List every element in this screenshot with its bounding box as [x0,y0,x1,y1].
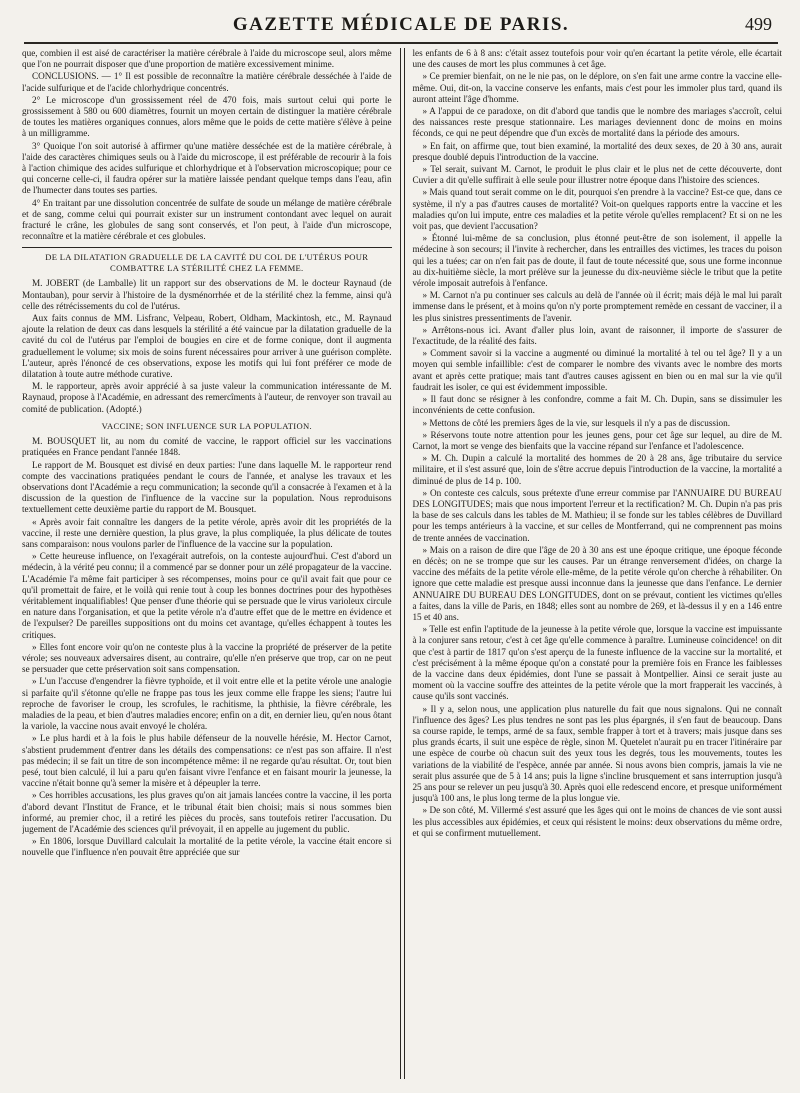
paragraph: 3° Quoique l'on soit autorisé à affirmer qu'une matière desséchée est de la matière cérébrale, à l'aide des caractères chimiques seuls ou à l'aide du microscope, il est préférable de recourir à la fois à l'action chimique des acides sulfurique et chlorhydrique et à l'observation microscopique; pour ce qui concerne celle-ci, il faudra opérer sur la matière laissée pendant quelque temps dans l'eau, afin de l'humecter dans toutes ses parties. [22,140,392,196]
paragraph: » Mais on a raison de dire que l'âge de 20 à 30 ans est une époque critique, une époque féconde en décès; on ne se trompe que sur les causes. Par un étrange renversement d'idées, on charge la vaccine des méfaits de la petite vérole elle-même, de la petite vérole qu'on cherche à réhabiliter. On ignore que cette maladie est presque aussi inconnue dans la jeunesse que dans l'enfance. Le dernier ANNUAIRE DU BUREAU DES LONGITUDES, dont on se prévaut, contient les victimes qu'elles a faites, dans la ville de Paris, en 1848; elles sont au nombre de 269, et là-dessus il y en a 146 entre 15 et 40 ans. [412,544,782,622]
paragraph: » Le plus hardi et à la fois le plus habile défenseur de la nouvelle hérésie, M. Hector Carnot, s'abstient prudemment d'entrer dans les détails des compensations: ce n'est pas son affaire. Il n'est pas médecin; il se fait un titre de son incompétence même: il ne regarde qu'au résultat. Or, tout bien pesé, tout bien calculé, il lui a paru qu'en faisant vivre l'enfance et en faisant mourir la jeunesse, la vaccine n'était bonne qu'à semer la misère et à dépeupler la terre. [22,733,392,789]
section-heading-vaccine: VACCINE; SON INFLUENCE SUR LA POPULATION. [101,420,312,431]
article-columns [22,48,782,1079]
paragraph: M. JOBERT (de Lamballe) lit un rapport sur des observations de M. le docteur Raynaud (de Montauban), pour servir à l'histoire de la dysménorrhée et de la stérilité chez la femme, ainsi qu'à celle des rétrécissements du col de l'utérus. [22,278,392,311]
paragraph: » L'un l'accuse d'engendrer la fièvre typhoïde, et il voit entre elle et la petite vérole une analogie si parfaite qu'il s'étonne qu'elle ne frappe pas tous les jeux comme elle frappe les siens; l'autre lui reproche de favoriser le croup, les scrofules, le rachitisme, la phthisie, la fièvre cérébrale, les maladies de la peau, et bien d'autres maladies encore; enfin on a dit, en dernier lieu, qu'en nous ôtant la variole, la vaccine nous avait envoyé le choléra. [22,676,392,732]
paragraph: » A l'appui de ce paradoxe, on dit d'abord que tandis que le nombre des mariages s'accroît, celui des naissances reste presque stationnaire. Les mariages deviennent donc de moins en moins féconds, ce qui ne peut dépendre que d'un excès de mortalité dans la période des amours. [412,106,782,139]
paragraph: » Mettons de côté les premiers âges de la vie, sur lesquels il n'y a pas de discussion. [422,417,731,428]
left-column [22,48,392,1079]
paragraph: » On conteste ces calculs, sous prétexte d'une erreur commise par l'ANNUAIRE DU BUREAU DES LONGITUDES; mais que nous importent l'erreur et la rectification? M. Ch. Dupin n'a pas pris la base de ses calculs dans les tables de M. Mathieu; il se fonde sur les tables célèbres de Duvillard pour les temps antérieurs à la vaccine, et sur celles de Montferrand, qui ne comprennent pas moins de trente années de vaccination. [412,487,782,543]
paragraph: 2° Le microscope d'un grossissement réel de 470 fois, mais surtout celui qui porte le grossissement à 580 ou 600 diamètres, fournit un moyen certain de distinguer la matière cérébrale de toutes les matières organiques connues, alors même que le poids de cette matière s'élève à peine à un milligramme. [22,94,392,139]
paragraph: Le rapport de M. Bousquet est divisé en deux parties: l'une dans laquelle M. le rapporteur rend compte des vaccinations pratiquées pendant le cours de l'année, et analyse les travaux et les observations dont l'Académie a reçu communication; la seconde qu'il a consacrée à l'examen et à la discussion de la question de l'influence de la vaccine sur la population. Nous reproduisons textuellement cette deuxième partie du rapport de M. Bousquet. [22,459,392,515]
paragraph: » Mais quand tout serait comme on le dit, pourquoi s'en prendre à la vaccine? Est-ce que, dans ce système, il n'y a pas d'autres causes de mortalité? Voit-on quelques rapports entre la vaccine et les maladies qu'on lui impute, entre ces maladies et la petite vérole qu'elles remplacent? Et si on ne les voit pas, que devient l'accusation? [412,187,782,232]
column-divider [400,48,406,1079]
paragraph: M. le rapporteur, après avoir apprécié à sa juste valeur la communication intéressante de M. Raynaud, propose à l'Académie, en adressant des remercîments à l'auteur, de renvoyer son travail au comité de publication. (Adopté.) [22,381,392,414]
paragraph: » Telle est enfin l'aptitude de la jeunesse à la petite vérole que, lorsque la vaccine est impuissante à la conjurer sans retour, c'est à cet âge qu'elle commence à paraître. Lumineuse coïncidence! on dit que c'est à partir de 1817 qu'on s'est aperçu de la funeste influence de la vaccine sur la mortalité, et c'est précisément à la même époque qu'on a constaté pour la première fois en France les faiblesses de la vaccine dans deux épidémies, dont l'une se passait à Montpellier. Ainsi ce serait juste au moment où la vaccine souffre des atteintes de la petite vérole que la mort frapperait les vaccinés, à cause qu'ils sont vaccinés. [412,624,782,702]
paragraph: « Après avoir fait connaître les dangers de la petite vérole, après avoir dit les propriétés de la vaccine, il reste une dernière question, la plus grave, la plus compliquée, la plus délicate de toutes sans comparaison: nous voulons parler de l'influence de la vaccine sur la population. [22,516,392,549]
paragraph: M. BOUSQUET lit, au nom du comité de vaccine, le rapport officiel sur les vaccinations pratiquées en France pendant l'année 1848. [22,436,392,458]
paragraph: 4° En traitant par une dissolution concentrée de sulfate de soude un mélange de matière cérébrale et de sang, comme celui qui pourrait exister sur un instrument contondant avec lequel on aurait fracturé le crâne, les globules de sang sont conservés, et l'on peut, à l'aide d'un microscope, reconnaître et la matière cérébrale et ces globules. [22,197,392,242]
paragraph: » M. Carnot n'a pu continuer ses calculs au delà de l'année où il écrit; mais déjà le mal lui paraît immense dans le présent, et à moins qu'on n'y porte promptement remède en cessant de vacciner, il a les plus sinistres pressentiments de l'avenir. [412,290,782,323]
paragraph: » En 1806, lorsque Duvillard calculait la mortalité de la petite vérole, la vaccine était encore si nouvelle que l'influence n'en pouvait être appréciée que sur [22,836,392,858]
paragraph: » Cette heureuse influence, on l'exagérait autrefois, on la conteste aujourd'hui. C'est d'abord un médecin, à la vérité peu connu; il a commencé par se donner pour un zélé propagateur de la vaccine. L'Académie l'a même fait participer à ses récompenses, moins pour ce qu'il avait fait que pour ce qu'il promettait de faire, et le voilà qui renie tout à coup les bonnes doctrines pour des hypothèses véritablement inqualifiables! Que penser d'une théorie qui se persuade que le virus varioleux circule en nature dans l'organisation, et que la petite vérole n'a d'autre effet que de le mettre en évidence et de l'expulser? De pareilles suppositions ont du moins cet avantage, qu'elles échappent à toutes les critiques. [22,551,392,640]
right-column [412,48,782,1079]
paragraph: » Ces horribles accusations, les plus graves qu'on ait jamais lancées contre la vaccine, il les porta d'abord devant l'Institut de France, et le tribunal était bien choisi; mais si nous sommes bien informé, au premier choc, il a retiré les pièces du procès, sans toutefois retirer l'accusation. Du jugement de l'Académie des sciences qu'il prévoyait, il en appelle au jugement du public. [22,790,392,834]
paragraph: » Elles font encore voir qu'on ne conteste plus à la vaccine la propriété de préserver de la petite vérole; ses nouveaux adversaires disent, au contraire, qu'elle n'en préserve que trop, car on ne peut se persuader que cette préservation soit sans compensation. [22,641,392,675]
paragraph: Aux faits connus de MM. Lisfranc, Velpeau, Robert, Oldham, Mackintosh, etc., M. Raynaud ajoute la relation de deux cas dans lesquels la stérilité a été vaincue par la dilatation graduelle de la cavité du col de l'utérus par l'emploi de bougies en cire et de forme conique, dont il augmenta graduellement le volume; six mois de soins furent nécessaires pour arriver à une guérison complète. L'auteur, après l'énoncé de ces observations, expose les motifs qui lui font préférer ce mode de dilatation à toute autre méthode curative. [22,313,392,380]
paragraph: que, combien il est aisé de caractériser la matière cérébrale à l'aide du microscope seul, alors même que l'on ne pourrait disposer que d'une proportion de matière excessivement minime. [22,48,392,70]
section-heading-dilatation: DE LA DILATATION GRADUELLE DE LA CAVITÉ DU COL DE L'UTÉRUS POUR COMBATTRE LA STÉRILITÉ CHEZ LA FEMME. [22,247,392,273]
paragraph: » En fait, on affirme que, tout bien examiné, la mortalité des deux sexes, de 20 à 30 ans, aurait presque doublé depuis l'introduction de la vaccine. [412,140,782,162]
paragraph: » Étonné lui-même de sa conclusion, plus étonné peut-être de son isolement, il appelle la médecine à son secours; il l'invite à rechercher, dans les entrailles des victimes, les traces du poison qui les a tuées; car on n'en fait pas de doute, il faut de toute nécessité que, sous une forme inconnue au dix-huitième siècle, la mort prélève sur la jeunesse du dix-neuvième siècle le tribut que la petite vérole imposait autrefois à l'enfance. [412,233,782,289]
journal-title: GAZETTE MÉDICALE DE PARIS. [232,14,570,35]
paragraph: » Il faut donc se résigner à les confondre, comme a fait M. Ch. Dupin, sans se dissimuler les inconvénients de cette confusion. [412,394,782,416]
paragraph: » M. Ch. Dupin a calculé la mortalité des hommes de 20 à 28 ans, âge tributaire du service militaire, et il s'est assuré que, loin de s'être accrue depuis l'introduction de la vaccine, la mortalité a diminué de plus de 14 p. 100. [412,453,782,486]
masthead [24,0,778,44]
paragraph: » De son côté, M. Villermé s'est assuré que les âges qui ont le moins de chances de vie sont aussi les plus accessibles aux épidémies, et ceux qui résistent le moins: deux observations du même ordre, et qui se confirment mutuellement. [412,805,782,838]
paragraph: » Il y a, selon nous, une application plus naturelle du fait que nous signalons. Qui ne connaît l'influence des âges? Les plus tendres ne sont pas les plus épargnés, il s'en faut de beaucoup. Dans sa course rapide, le temps, armé de sa faux, semble frapper à tort et à travers; mais jusque dans ses plus grands écarts, il suit une espèce de règle, sinon M. Quetelet n'aurait pu en tracer l'itinéraire par une espèce de courbe où chacun suit des yeux tous les degrés, tous les mouvements, toutes les variations de la viabilité de l'espèce, année par année. Si nous avons bien compris, jamais la vie ne serait plus assurée que de 5 à 14 ans; puis la ligne s'incline brusquement et sans interruption jusqu'à 25 ans pour se relever un peu jusqu'à 30. Après quoi elle redescend encore, et presque uniformément jusqu'à 100 ans, le plus long terme de la plus longue vie. [412,703,782,804]
paragraph: CONCLUSIONS. — 1° Il est possible de reconnaître la matière cérébrale desséchée à l'aide de l'acide sulfurique et de l'acide chlorhydrique concentrés. [22,71,392,93]
page-number: 499 [745,14,772,34]
paragraph: » Ce premier bienfait, on ne le nie pas, on le déplore, on s'en fait une arme contre la vaccine elle-même. Oui, dit-on, la vaccine conserve les enfants, mais c'est pour les immoler plus tard, quand ils auront atteint l'âge d'homme. [412,71,782,104]
paragraph: » Réservons toute notre attention pour les jeunes gens, pour cet âge sur lequel, au dire de M. Carnot, la mort se venge des bienfaits que la vaccine répand sur l'enfance et l'adolescence. [412,429,782,451]
paragraph: » Tel serait, suivant M. Carnot, le produit le plus clair et le plus net de cette découverte, dont Cuvier a dit qu'elle suffirait à elle seule pour illustrer notre époque dans l'histoire des sciences. [412,164,782,186]
paragraph: » Comment savoir si la vaccine a augmenté ou diminué la mortalité à tel ou tel âge? Il y a un moyen qui semble infaillible: c'est de comparer le nombre des vivants avec le nombre des morts avant et après cette pratique; mais tant d'autres causes agissent en bien ou en mal sur la vie qu'il faudrait les isoler, ce qui est évidemment impossible. [412,348,782,392]
paragraph: » Arrêtons-nous ici. Avant d'aller plus loin, avant de raisonner, il importe de s'assurer de l'exactitude, de la réalité des faits. [412,324,782,347]
paragraph: les enfants de 6 à 8 ans: c'était assez toutefois pour voir qu'en écartant la petite vérole, elle écartait une des causes de mort les plus communes à cet âge. [412,48,782,70]
